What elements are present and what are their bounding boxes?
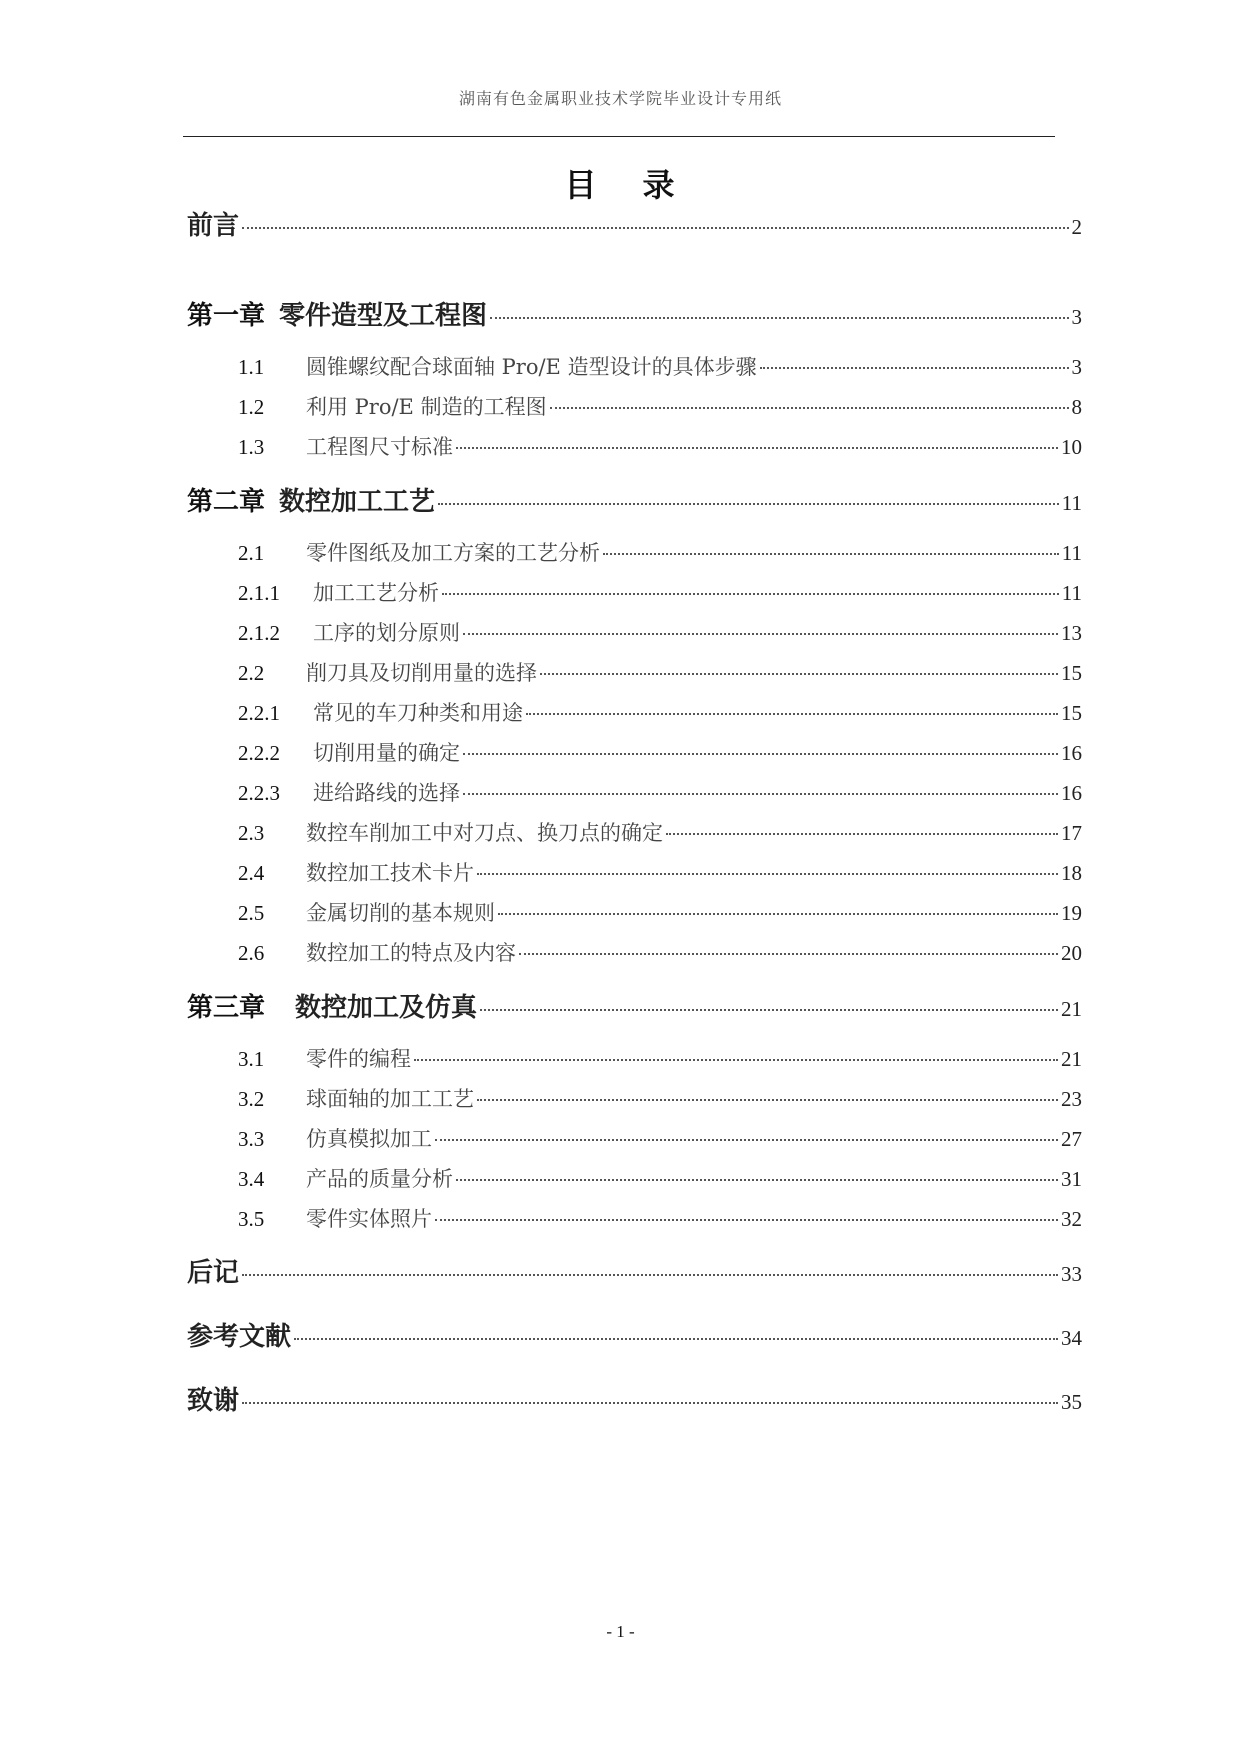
toc-section-number: 2.1.1	[238, 581, 280, 605]
toc-entry-label: 常见的车刀种类和用途	[313, 701, 523, 725]
toc-chapter-number: 第二章	[187, 487, 266, 516]
dot-leader	[242, 1402, 1058, 1404]
toc-entry-3-3[interactable]	[238, 1123, 1082, 1153]
toc-section-number: 2.2.1	[238, 701, 280, 725]
dot-leader	[438, 503, 1059, 505]
toc-entry-page: 3	[1071, 305, 1082, 329]
toc-entry-label: 削刀具及切削用量的选择	[306, 661, 537, 685]
toc-entry-afterword[interactable]	[187, 1252, 1082, 1289]
toc-entry-page: 18	[1061, 861, 1082, 885]
toc-entry-label: 零件的编程	[306, 1047, 411, 1071]
toc-section-number: 2.6	[238, 941, 265, 965]
dot-leader	[550, 407, 1069, 409]
dot-leader	[498, 913, 1058, 915]
toc-entry-page: 13	[1061, 621, 1082, 645]
toc-entry-2-5[interactable]	[238, 897, 1082, 927]
toc-entry-label: 数控车削加工中对刀点、换刀点的确定	[306, 821, 663, 845]
toc-entry-page: 21	[1061, 997, 1082, 1021]
toc-entry-label: 数控加工及仿真	[295, 993, 478, 1023]
toc-entry-page: 33	[1061, 1262, 1082, 1286]
toc-entry-page: 32	[1061, 1207, 1082, 1231]
dot-leader	[519, 953, 1058, 955]
dot-leader	[456, 1179, 1058, 1181]
toc-entry-page: 31	[1061, 1167, 1082, 1191]
toc-entry-page: 2	[1071, 215, 1082, 239]
toc-entry-label: 圆锥螺纹配合球面轴 Pro/E 造型设计的具体步骤	[306, 355, 757, 379]
toc-entry-2-1-2[interactable]	[238, 617, 1082, 647]
dot-leader	[666, 833, 1058, 835]
toc-entry-2-3[interactable]	[238, 817, 1082, 847]
toc-entry-label: 球面轴的加工工艺	[306, 1087, 474, 1111]
dot-leader	[414, 1059, 1058, 1061]
toc-entry-label: 零件实体照片	[306, 1207, 432, 1231]
toc-entry-page: 21	[1061, 1047, 1082, 1071]
toc-entry-page: 19	[1061, 901, 1082, 925]
toc-entry-label: 加工工艺分析	[313, 581, 439, 605]
dot-leader	[242, 1274, 1058, 1276]
toc-entry-page: 34	[1061, 1326, 1082, 1350]
toc-section-number: 2.2	[238, 661, 265, 685]
toc-entry-page: 11	[1061, 541, 1082, 565]
toc-entry-label: 金属切削的基本规则	[306, 901, 495, 925]
dot-leader	[442, 593, 1059, 595]
toc-entry-2-4[interactable]	[238, 857, 1082, 887]
toc-entry-label: 利用 Pro/E 制造的工程图	[306, 395, 547, 419]
toc-section-number: 3.3	[238, 1127, 265, 1151]
toc-entry-chapter-3[interactable]	[187, 987, 1082, 1024]
toc-entry-label: 后记	[187, 1258, 240, 1288]
toc-entry-3-2[interactable]	[238, 1083, 1082, 1113]
toc-title-char-1: 目	[564, 166, 599, 204]
toc-section-number: 3.2	[238, 1087, 265, 1111]
toc-entry-2-1[interactable]	[238, 537, 1082, 567]
toc-entry-2-1-1[interactable]	[238, 577, 1082, 607]
toc-section-number: 2.4	[238, 861, 265, 885]
toc-entry-page: 10	[1061, 435, 1082, 459]
toc-entry-label: 零件图纸及加工方案的工艺分析	[306, 541, 600, 565]
toc-entry-label: 工程图尺寸标准	[306, 435, 453, 459]
toc-entry-label: 数控加工技术卡片	[306, 861, 474, 885]
dot-leader	[463, 753, 1058, 755]
toc-chapter-number: 第三章	[187, 993, 266, 1022]
toc-entry-references[interactable]	[187, 1316, 1082, 1353]
toc-entry-3-4[interactable]	[238, 1163, 1082, 1193]
toc-entry-2-2[interactable]	[238, 657, 1082, 687]
toc-entry-page: 16	[1061, 781, 1082, 805]
toc-entry-label: 切削用量的确定	[313, 741, 460, 765]
dot-leader	[480, 1009, 1058, 1011]
toc-entry-page: 15	[1061, 661, 1082, 685]
toc-title-char-2: 录	[642, 166, 677, 204]
dot-leader	[526, 713, 1058, 715]
toc-entry-2-2-3[interactable]	[238, 777, 1082, 807]
toc-section-number: 3.1	[238, 1047, 265, 1071]
toc-entry-chapter-2[interactable]	[187, 481, 1082, 518]
toc-section-number: 2.2.2	[238, 741, 280, 765]
toc-entry-chapter-1[interactable]	[187, 295, 1082, 332]
toc-entry-3-5[interactable]	[238, 1203, 1082, 1233]
page-number: - 1 -	[606, 1622, 635, 1641]
toc-entry-label: 前言	[187, 211, 240, 241]
dot-leader	[490, 317, 1068, 319]
dot-leader	[435, 1219, 1058, 1221]
toc-entry-page: 11	[1061, 491, 1082, 515]
toc-entry-2-6[interactable]	[238, 937, 1082, 967]
toc-section-number: 2.2.3	[238, 781, 280, 805]
toc-entry-label: 产品的质量分析	[306, 1167, 453, 1191]
toc-section-number: 2.3	[238, 821, 265, 845]
toc-entry-page: 16	[1061, 741, 1082, 765]
toc-entry-page: 3	[1071, 355, 1082, 379]
toc-entry-label: 数控加工的特点及内容	[306, 941, 516, 965]
toc-section-number: 2.1	[238, 541, 265, 565]
dot-leader	[294, 1338, 1058, 1340]
dot-leader	[760, 367, 1069, 369]
toc-entry-1-1[interactable]	[238, 351, 1082, 381]
toc-entry-label: 进给路线的选择	[313, 781, 460, 805]
toc-entry-foreword[interactable]	[187, 205, 1082, 242]
dot-leader	[463, 633, 1058, 635]
toc-entry-label: 工序的划分原则	[313, 621, 460, 645]
toc-entry-page: 35	[1061, 1390, 1082, 1414]
toc-entry-1-3[interactable]	[238, 431, 1082, 461]
toc-section-number: 1.1	[238, 355, 265, 379]
dot-leader	[456, 447, 1058, 449]
toc-section-number: 3.5	[238, 1207, 265, 1231]
toc-entry-acknowledgements[interactable]	[187, 1380, 1082, 1417]
toc-entry-label: 仿真模拟加工	[306, 1127, 432, 1151]
toc-entry-page: 15	[1061, 701, 1082, 725]
dot-leader	[242, 227, 1068, 229]
toc-entry-page: 17	[1061, 821, 1082, 845]
toc-section-number: 2.5	[238, 901, 265, 925]
toc-section-number: 3.4	[238, 1167, 265, 1191]
toc-entry-2-2-1[interactable]	[238, 697, 1082, 727]
toc-entry-label: 零件造型及工程图	[279, 301, 488, 331]
dot-leader	[603, 553, 1059, 555]
dot-leader	[477, 873, 1058, 875]
dot-leader	[540, 673, 1058, 675]
toc-chapter-number: 第一章	[187, 301, 266, 330]
header-title: 湖南有色金属职业技术学院毕业设计专用纸	[458, 89, 782, 108]
toc-entry-3-1[interactable]	[238, 1043, 1082, 1073]
toc-entry-page: 20	[1061, 941, 1082, 965]
toc-section-number: 1.3	[238, 435, 265, 459]
dot-leader	[435, 1139, 1058, 1141]
toc-entry-page: 27	[1061, 1127, 1082, 1151]
toc-entry-page: 23	[1061, 1087, 1082, 1111]
toc-section-number: 1.2	[238, 395, 265, 419]
toc-entry-label: 致谢	[187, 1386, 240, 1416]
dot-leader	[477, 1099, 1058, 1101]
dot-leader	[463, 793, 1058, 795]
toc-entry-page: 11	[1061, 581, 1082, 605]
toc-entry-2-2-2[interactable]	[238, 737, 1082, 767]
toc-entry-label: 数控加工工艺	[279, 487, 436, 517]
toc-section-number: 2.1.2	[238, 621, 280, 645]
toc-entry-1-2[interactable]	[238, 391, 1082, 421]
toc-entry-label: 参考文献	[187, 1322, 292, 1352]
toc-entry-page: 8	[1071, 395, 1082, 419]
